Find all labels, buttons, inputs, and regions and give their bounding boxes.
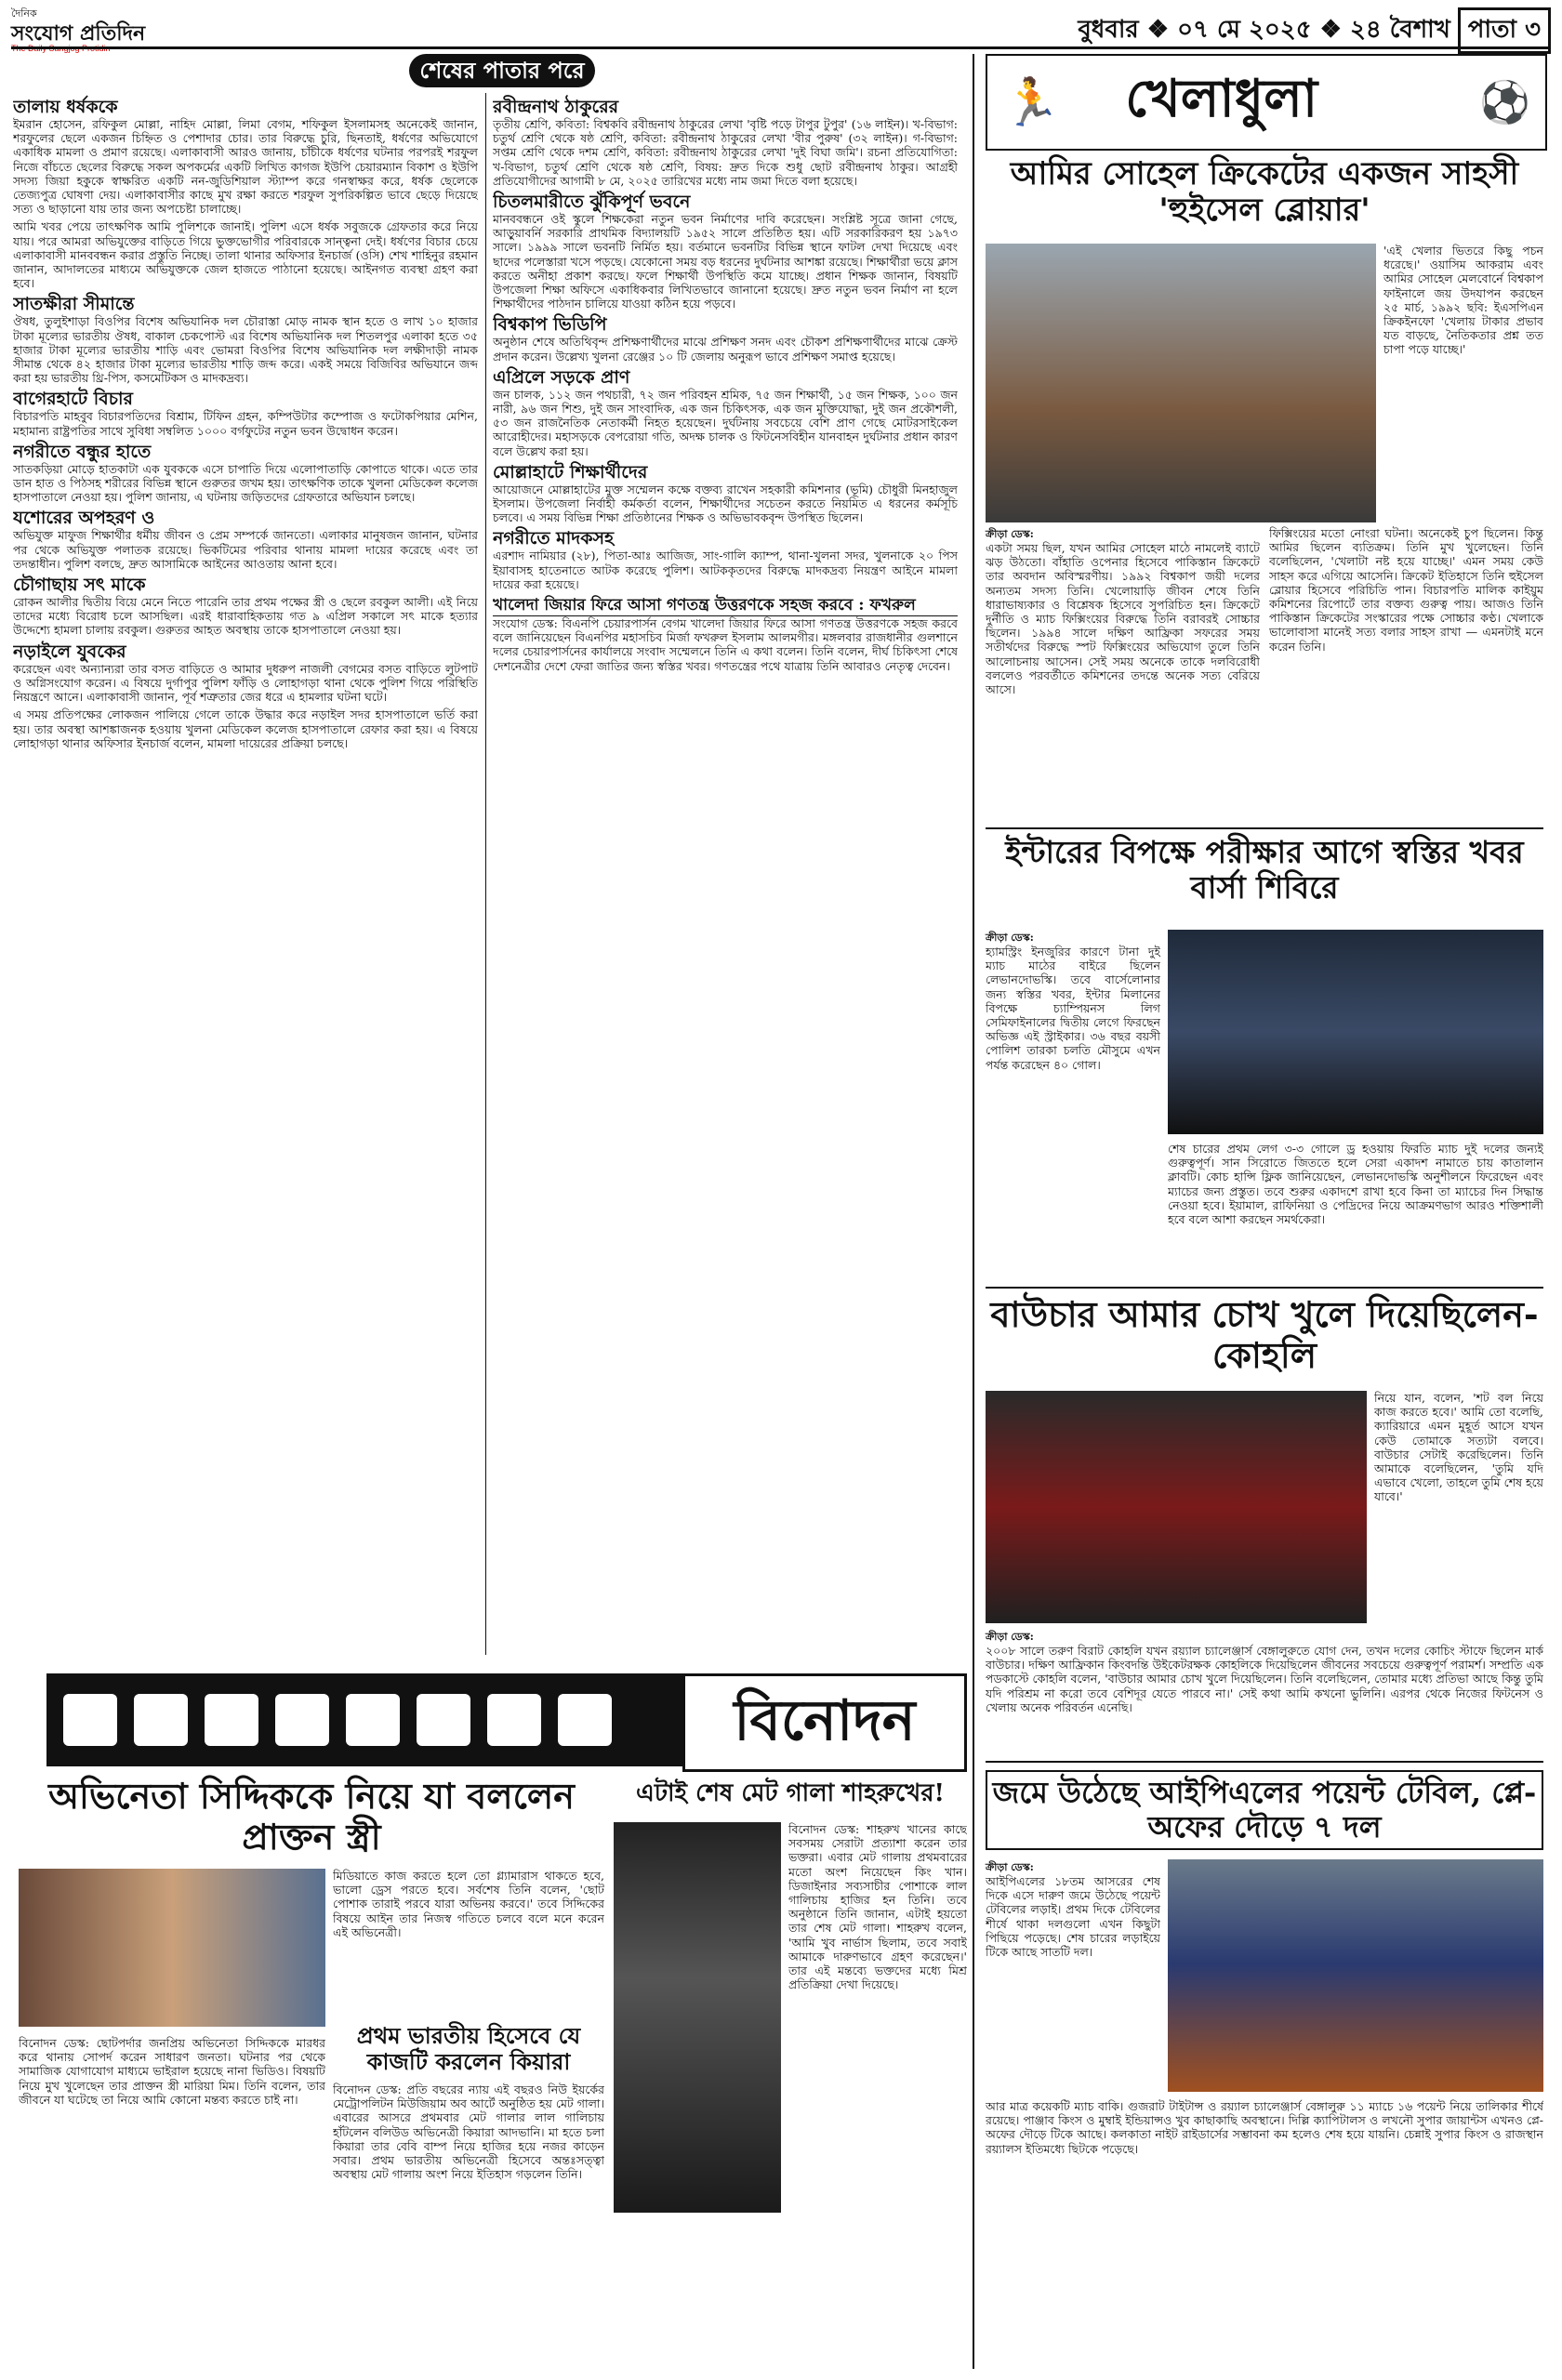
caption: ক্রীড়া ডেস্ক: bbox=[986, 528, 1034, 540]
paragraph: অভিযুক্ত মাফুজ শিক্ষার্থীর ধর্মীয় জীবন ও প্রেম সম্পর্কে জানতো। এলাকার মানুষজন জানান, ঘটনার পর থেকে অভিযুক্ত পলাতক রয়েছে। ভিকটিমের পরিবার থানায় মামলা দায়ের করেছে এবং তা তদন্তাধীন। পুলিশ বলছে, দ্রুত আসামিকে আইনের আওতায় আনা হবে। bbox=[13, 528, 478, 571]
article-text: আইপিএলের ১৮তম আসরের শেষ দিকে এসে দারুণ জমে উঠেছে পয়েন্ট টেবিলের লড়াই। প্রথম দিকে টেবিলের শীর্ষে থাকা দলগুলো এখন কিছুটা পিছিয়ে পড়েছে। শেষ চারের লড়াইয়ে টিকে আছে সাতটি দল। bbox=[986, 1874, 1160, 1960]
paragraph: এরশাদ নামিয়ার (২৮), পিতা-আঃ আজিজ, সাং-গালি ক্যাম্প, থানা-খুলনা সদর, খুলনাকে ২০ পিস ইয়াবাসহ হাতেনাতে আটক করেছে পুলিশ। আটককৃতদের বিরুদ্ধে মাদকদ্রব্য নিয়ন্ত্রণ আইনে মামলা দায়ের করা হয়েছে। bbox=[493, 549, 958, 591]
film-hole bbox=[134, 1694, 188, 1746]
headline: এটাই শেষ মেট গালা শাহরুখের! bbox=[636, 1779, 945, 1807]
masthead-rule bbox=[11, 46, 1551, 49]
section-pill: শেষের পাতার পরে bbox=[409, 54, 595, 87]
subhead: খালেদা জিয়ার ফিরে আসা গণতন্ত্র উত্তরণকে সহজ করবে : ফখরুল bbox=[493, 595, 958, 616]
film-hole bbox=[487, 1694, 541, 1746]
barcelona-photo bbox=[1168, 930, 1543, 1134]
subhead: বাগেরহাটে বিচার bbox=[13, 389, 133, 410]
caption: ক্রীড়া ডেস্ক: bbox=[986, 1861, 1034, 1873]
subhead: নগরীতে বন্ধুর হাতে bbox=[13, 441, 152, 462]
article-text: হ্যামস্ট্রিং ইনজুরির কারণে টানা দুই ম্যাচ মাঠের বাইরে ছিলেন লেভানদোভস্কি। তবে বার্সেলোনার জন্য স্বস্তির খবর, ইন্টার মিলানের বিপক্ষে চ্যাম্পিয়নস লিগ সেমিফাইনালের দ্বিতীয় লেগে ফিরছেন অভিজ্ঞ এই স্ট্রাইকার। ৩৬ বছর বয়সী পোলিশ তারকা চলতি মৌসুমে এখন পর্যন্ত করেছেন ৪০ গোল। bbox=[986, 945, 1160, 1072]
shahrukh-photo bbox=[614, 1822, 781, 2213]
newspaper-logo bbox=[11, 6, 188, 46]
headline: ইন্টারের বিপক্ষে পরীক্ষার আগে স্বস্তির খবর বার্সা শিবিরে bbox=[1005, 834, 1524, 906]
film-hole bbox=[558, 1694, 612, 1746]
headline: জমে উঠেছে আইপিএলের পয়েন্ট টেবিল, প্লে-অফের দৌড়ে ৭ দল bbox=[986, 1770, 1543, 1850]
runner-icon: 🏃 bbox=[1002, 74, 1061, 129]
column-divider bbox=[485, 93, 486, 1655]
article-text: ফিক্সিংয়ের মতো নোংরা ঘটনা। অনেকেই চুপ ছিলেন। কিন্তু আমির ছিলেন ব্যতিক্রম। তিনি মুখ খুলেছেন। তিনি বলেছিলেন, 'খেলাটা নষ্ট হয়ে যাচ্ছে।' এমন সময় কেউ সাহস করে এগিয়ে আসেনি। ক্রিকেট ইতিহাসে তিনি হুইসেল ব্লোয়ার হিসেবে পরিচিতি পান। বিচারপতি মালিক কাইয়ুম কমিশনের রিপোর্টে তার বক্তব্য গুরুত্ব পায়। আজও তিনি পাকিস্তান ক্রিকেটের সংস্কারের পক্ষে সোচ্চার কণ্ঠ। খেলাকে ভালোবাসা মানেই সত্য বলার সাহস রাখা — এমনটাই মনে করেন তিনি। bbox=[1269, 526, 1543, 654]
page-number: পাতা ৩ bbox=[1458, 7, 1551, 54]
amir-sohail-photo bbox=[986, 244, 1376, 522]
ipl-photo bbox=[1168, 1859, 1543, 2092]
logo-top: দৈনিক bbox=[11, 7, 37, 20]
headline: অভিনেতা সিদ্দিককে নিয়ে যা বললেন প্রাক্তন স্ত্রী bbox=[48, 1775, 575, 1858]
headline: বাউচার আমার চোখ খুলে দিয়েছিলেন- কোহলি bbox=[990, 1293, 1539, 1376]
film-hole bbox=[63, 1694, 117, 1746]
article-text: বিনোদন ডেস্ক: শাহরুখ খানের কাছে সবসময় সেরাটা প্রত্যাশা করেন তার ভক্তরা। এবার মেট গালায় প্রথমবারের মতো অংশ নিয়েছেন কিং খান। ডিজাইনার সব্যসাচীর পোশাকে লাল গালিচায় হাজির হন তিনি। তবে অনুষ্ঠানে তিনি জানান, এটাই হয়তো তার শেষ মেট গালা। শাহরুখ বলেন, 'আমি খুব নার্ভাস ছিলাম, তবে সবাই আমাকে দারুণভাবে গ্রহণ করেছেন।' তার এই মন্তব্যে ভক্তদের মধ্যে মিশ্র প্রতিক্রিয়া দেখা দিয়েছে। bbox=[788, 1822, 967, 1992]
sports-title: খেলাধুলা bbox=[1125, 68, 1318, 129]
article-text: আর মাত্র কয়েকটি ম্যাচ বাকি। গুজরাট টাইটান্স ও রয়্যাল চ্যালেঞ্জার্স বেঙ্গালুরু ১১ ম্যাচে ১৬ পয়েন্ট নিয়ে তালিকার শীর্ষে রয়েছে। পাঞ্জাব কিংস ও মুম্বাই ইন্ডিয়ান্সও খুব কাছাকাছি অবস্থানে। দিল্লি ক্যাপিটালস ও লখনৌ সুপার জায়ান্টস এখনও প্লে-অফের দৌড়ে টিকে আছে। কলকাতা নাইট রাইডার্সের সম্ভাবনা কম হলেও শেষ হয়ে যায়নি। চেন্নাই সুপার কিংস ও রাজস্থান রয়্যালস ইতিমধ্যে ছিটকে পড়েছে। bbox=[986, 2099, 1543, 2156]
subhead: নগরীতে মাদকসহ bbox=[493, 528, 615, 549]
paragraph: আয়োজনে মোল্লাহাটের মুক্ত সম্মেলন কক্ষে বক্তব্য রাখেন সহকারী কমিশনার (ভূমি) চৌধুরী মিনহাজুল ইসলাম। উপজেলা নির্বাহী কর্মকর্তা বলেন, শিক্ষার্থীদের সচেতন করতে নিয়মিত এ ধরনের কর্মসূচি চলবে। এ সময় বিভিন্ন শিক্ষা প্রতিষ্ঠানের শিক্ষক ও অভিভাবকবৃন্দ উপস্থিত ছিলেন। bbox=[493, 482, 958, 525]
caption: ক্রীড়া ডেস্ক: bbox=[986, 1631, 1034, 1643]
paragraph: ঔষধ, তুলুইশাড়া বিওপির বিশেষ অভিযানিক দল চৌরাস্তা মোড় নামক স্থান হতে ও লাখ ১০ হাজার টাকা মূল্যের ভারতীয় ঔষধ, বাকাল চেকপোস্ট এর বিশেষ অভিযানিক দল শিতলপুর এলাকা হতে ৩৫ হাজার টাকা মূল্যের ভারতীয় শাড়ি এবং ভোমরা বিওপির বিশেষ অভিযানিক দল লক্ষীদাড়ী নামক সীমান্ত থেকে ৪২ হাজার টাকা মূল্যের ভারতীয় শাড়ি জব্দ করে। একই সময়ে বিজিবির অভিযানে জব্দ করা হয় ভারতীয় থ্রি-পিস, কসমেটিকস ও মাদকদ্রব্য। bbox=[13, 314, 478, 386]
left-column-1 bbox=[13, 93, 478, 1655]
subhead: চিতলমারীতে ঝুঁকিপূর্ণ ভবনে bbox=[493, 192, 691, 213]
paragraph: করেছেন এবং অন্যান্যরা তার বসত বাড়িতে ও আমার দুধরুপ নাজলী বেগমের বসত বাড়িতে লুটপাট ও অগ্নিসংযোগ করেন। এ বিষয়ে দুর্গাপুর পুলিশ ফাঁড়ি ও লোহাগড়া থানা থেকে পুলিশ গিয়ে পরিস্থিতি নিয়ন্ত্রণে আনে। এলাকাবাসী জানান, পূর্ব শত্রুতার জের ধরে এ হামলার ঘটনা ঘটে। bbox=[13, 661, 478, 705]
paragraph: এ সময় প্রতিপক্ষের লোকজন পালিয়ে গেলে তাকে উদ্ধার করে নড়াইল সদর হাসপাতালে ভর্তি করা হয়। তার অবস্থা আশঙ্কাজনক হওয়ায় খুলনা মেডিকেল কলেজ হাসপাতালে রেফার করা হয়। এ বিষয়ে লোহাগড়া থানার অফিসার ইনচার্জ বলেন, মামলা দায়েরের প্রক্রিয়া চলছে। bbox=[13, 707, 478, 750]
article-text: শেষ চারের প্রথম লেগ ৩-৩ গোলে ড্র হওয়ায় ফিরতি ম্যাচ দুই দলের জন্যই গুরুত্বপূর্ণ। সান সিরোতে জিততে হলে সেরা একাদশ নামাতে চায় কাতালান ক্লাবটি। কোচ হান্সি ফ্লিক জানিয়েছেন, লেভানদোভস্কি অনুশীলনে ফিরেছেন এবং ম্যাচের জন্য প্রস্তুত। তবে শুরুর একাদশে রাখা হবে কিনা তা ম্যাচের দিন সিদ্ধান্ত নেওয়া হবে। ইয়ামাল, রাফিনিয়া ও পেদ্রিদের নিয়ে আক্রমণভাগ আরও শক্তিশালী হবে বলে আশা করছেন সমর্থকেরা। bbox=[1168, 1142, 1543, 1227]
page-divider bbox=[973, 54, 974, 2369]
paragraph: জন চালক, ১১২ জন পথচারী, ৭২ জন পরিবহন শ্রমিক, ৭৫ জন শিক্ষার্থী, ১৫ জন শিক্ষক, ১০০ জন নারী, ৯৬ জন শিশু, দুই জন সাংবাদিক, এক জন চিকিৎসক, এক জন মুক্তিযোদ্ধা, দুই জন প্রকৌশলী, ৫৩ জন রাজনৈতিক নেতাকর্মী নিহত হয়েছেন। দুর্ঘটনায় সবচেয়ে বেশি প্রাণ গেছে মোটরসাইকেল আরোহীদের। মহাসড়কে বেপরোয়া গতি, অদক্ষ চালক ও ফিটনেসবিহীন যানবাহন দুর্ঘটনার প্রধান কারণ বলে উল্লেখ করা হয়। bbox=[493, 387, 958, 458]
binodon-banner bbox=[46, 1673, 967, 1766]
caption: ক্রীড়া ডেস্ক: bbox=[986, 932, 1034, 944]
article-text: বিনোদন ডেস্ক: প্রতি বছরের ন্যায় এই বছরও নিউ ইয়র্কের মেট্রোপলিটন মিউজিয়াম অব আর্টে অনুষ্ঠিত হয় মেট গালা। এবারের আসরে প্রথমবার মেট গালার লাল গালিচায় হাঁটলেন বলিউড অভিনেত্রী কিয়ারা আদভানি। মা হতে চলা কিয়ারা তার বেবি বাম্প নিয়ে হাজির হয়ে নজর কাড়েন সবার। প্রথম ভারতীয় অভিনেত্রী হিসেবে অন্তঃসত্ত্বা অবস্থায় মেট গালায় অংশ নিয়ে ইতিহাস গড়লেন তিনি। bbox=[333, 2082, 604, 2182]
subhead: নড়াইলে যুবকের bbox=[13, 641, 126, 662]
film-hole bbox=[275, 1694, 329, 1746]
film-hole bbox=[417, 1694, 470, 1746]
left-column-2 bbox=[493, 93, 958, 1655]
binodon-label: বিনোদন bbox=[682, 1673, 967, 1772]
ball-icon: ⚽ bbox=[1479, 79, 1530, 126]
article-text: মিডিয়াতে কাজ করতে হলে তো গ্ল্যামারাস থাকতে হবে, ভালো ড্রেস পরতে হবে। সর্বশেষ তিনি বলেন, 'ছোট পোশাক তারাই পরবে যারা অভিনয় করবে।' তবে সিদ্দিকের বিষয়ে আইন তার নিজস্ব গতিতে চলবে বলে মনে করেন এই অভিনেত্রী। bbox=[333, 1869, 604, 1939]
article-text: ২০০৮ সালে তরুণ বিরাট কোহলি যখন রয়্যাল চ্যালেঞ্জার্স বেঙ্গালুরুতে যোগ দেন, তখন দলের কোচিং স্টাফে ছিলেন মার্ক বাউচার। দক্ষিণ আফ্রিকান কিংবদন্তি উইকেটরক্ষক কোহলিকে দিয়েছিলেন জীবনের সবচেয়ে গুরুত্বপূর্ণ পরামর্শ। সম্প্রতি এক পডকাস্টে কোহলি বলেন, 'বাউচার আমার চোখ খুলে দিয়েছিলেন। তিনি বলেছিলেন, তোমার মধ্যে প্রতিভা আছে কিন্তু তুমি যদি পরিশ্রম না করো তবে বেশিদূর যেতে পারবে না।' সেই কথা আমি কখনো ভুলিনি। এরপর থেকে নিজের ফিটনেস ও খেলায় অনেক পরিবর্তন এনেছি। bbox=[986, 1644, 1543, 1714]
kohli-photo bbox=[986, 1391, 1367, 1623]
subhead: মোল্লাহাটে শিক্ষার্থীদের bbox=[493, 461, 648, 483]
subhead: এপ্রিলে সড়কে প্রাণ bbox=[493, 366, 630, 388]
film-hole bbox=[346, 1694, 400, 1746]
paragraph: রোকন আলীর দ্বিতীয় বিয়ে মেনে নিতে পারেনি তার প্রথম পক্ষের স্ত্রী ও ছেলে রবকুল আলী। এই নিয়ে তাদের মধ্যে বিরোধ চলে আসছিল। এরই ধারাবাহিকতায় গত ৯ এপ্রিল সকালে সৎ মাকে হত্যার উদ্দেশ্যে হামলা চালায় রবকুল। গুরুতর আহত অবস্থায় তাকে হাসপাতালে নেওয়া হয়। bbox=[13, 595, 478, 638]
subhead: তালায় ধর্ষককে bbox=[13, 97, 118, 117]
logo-main: সংযোগ প্রতিদিন bbox=[11, 21, 146, 46]
paragraph: অনুষ্ঠান শেষে অতিথিবৃন্দ প্রশিক্ষণার্থীদের মাঝে প্রশিক্ষণ সনদ এবং চৌকশ প্রশিক্ষণার্থীদের মাঝে ক্রেস্ট প্রদান করেন। উল্লেখ্য খুলনা রেঞ্জের ১০ টি জেলায় অনুরূপ ভাবে প্রশিক্ষণ সমাপ্ত হয়েছে। bbox=[493, 335, 958, 364]
section-rule bbox=[986, 1761, 1543, 1763]
article-text: বিনোদন ডেস্ক: ছোটপর্দার জনপ্রিয় অভিনেতা সিদ্দিককে মারধর করে থানায় সোপর্দ করেন সাধারণ জনতা। ঘটনার পর থেকে সামাজিক যোগাযোগ মাধ্যমে ভাইরাল হয়েছে নানা ভিডিও। বিষয়টি নিয়ে মুখ খুলেছেন তার প্রাক্তন স্ত্রী মারিয়া মিম। তিনি বলেন, তার জীবনে যা ঘটেছে তা নিয়ে আমি কোনো মন্তব্য করতে চাই না। bbox=[19, 2036, 325, 2107]
headline: প্রথম ভারতীয় হিসেবে যে কাজটি করলেন কিয়ারা bbox=[356, 2022, 581, 2075]
paragraph: তৃতীয় শ্রেণি, কবিতা: বিশ্বকবি রবীন্দ্রনাথ ঠাকুরের লেখা 'বৃষ্টি পড়ে টাপুর টুপুর' (১৬ লাইন)। খ-বিভাগ: চতুর্থ শ্রেণি থেকে ষষ্ঠ শ্রেণি, কবিতা: রবীন্দ্রনাথ ঠাকুরের লেখা 'বীর পুরুষ' (৩২ লাইন)। গ-বিভাগ: সপ্তম শ্রেণি থেকে দশম শ্রেণি, কবিতা: রবীন্দ্রনাথ ঠাকুরের লেখা 'দুই বিঘা জমি'। রচনা প্রতিযোগিতা: খ-বিভাগ, চতুর্থ শ্রেণি থেকে ষষ্ঠ শ্রেণি, বিষয়: দ্রুত দিকে শুধু ছোট রবীন্দ্রনাথ ঠাকুর। আগ্রহী প্রতিযোগীদের আগামী ৮ মে, ২০২৫ তারিখের মধ্যে নাম জমা দিতে বলা হয়েছে। bbox=[493, 117, 958, 188]
subhead: রবীন্দ্রনাথ ঠাকুরের bbox=[493, 97, 619, 117]
film-hole bbox=[205, 1694, 258, 1746]
subhead: সাতক্ষীরা সীমান্তে bbox=[13, 294, 135, 315]
subhead: বিশ্বকাপ ভিডিপি bbox=[493, 314, 607, 336]
paragraph: সাতকড়িয়া মোড়ে হাতকাটা এক যুবককে এসে চাপাতি দিয়ে এলোপাতাড়ি কোপাতে থাকে। এতে তার ডান হাত ও পিঠসহ শরীরের বিভিন্ন স্থানে গুরুতর জখম হয়। তাৎক্ষণিক তাকে খুলনা মেডিকেল কলেজ হাসপাতালে নেওয়া হয়। পুলিশ জানায়, এ ঘটনায় জড়িতদের গ্রেফতারে অভিযান চলছে। bbox=[13, 461, 478, 505]
date-text: বুধবার ❖ ০৭ মে ২০২৫ ❖ ২৪ বৈশাখ bbox=[1078, 16, 1450, 44]
paragraph: আমি খবর পেয়ে তাৎক্ষণিক আমি পুলিশকে জানাই। পুলিশ এসে ধর্ষক সবুজকে গ্রেফতার করে নিয়ে যায়। পরে আমরা অভিযুক্তের বাড়িতে গিয়ে ভুক্তভোগীর পরিবারকে সান্ত্বনা দেই। ধর্ষণের বিচার চেয়ে এলাকাবাসী মানববন্ধন করার প্রস্তুতি নিচ্ছে। তালা থানার অফিসার ইনচার্জ (ওসি) শেখ শাহিনুর রহমান জানান, আদালতের মাধ্যমে অভিযুক্তকে জেল হাজতে পাঠানো হয়েছে। আইনগত ব্যবস্থা গ্রহণ করা হবে। bbox=[13, 219, 478, 291]
section-rule bbox=[986, 827, 1543, 829]
subhead: চৌগাছায় সৎ মাকে bbox=[13, 575, 146, 596]
paragraph: মানববন্ধনে ওই স্কুলে শিক্ষকেরা নতুন ভবন নির্মাণের দাবি করেছেন। সংশ্লিষ্ট সূত্রে জানা গেছে, আড়ুয়াবর্নি সরকারি প্রাথমিক বিদ্যালয়টি ১৯৫২ সালে প্রতিষ্ঠিত হয়। এটি সরকারিকরণ হয় ১৯৭৩ সালে। ১৯৯৯ সালে ভবনটি নির্মিত হয়। বর্তমানে ভবনটির বিভিন্ন স্থানে ফাটল দেখা দিয়েছে এবং ছাদের পলেস্তারা খসে পড়ছে। যেকোনো সময় বড় ধরনের দুর্ঘটনার আশঙ্কা রয়েছে। শিক্ষার্থীরা ভয়ে ক্লাস করতে অনীহা প্রকাশ করছে। ফলে শিক্ষার্থী উপস্থিতি কমে যাচ্ছে। প্রধান শিক্ষক জানান, বিষয়টি উপজেলা শিক্ষা অফিসে একাধিকবার লিখিতভাবে জানানো হয়েছে। দ্রুত নতুন ভবন নির্মাণ না হলে শিক্ষার্থীদের পাঠদান চালিয়ে যাওয়া কঠিন হয়ে পড়বে। bbox=[493, 212, 958, 311]
article-text: 'এই খেলার ভিতরে কিছু পচন ধরেছে।' ওয়াসিম আকরাম এবং আমির সোহেল মেলবোর্নে বিশ্বকাপ ফাইনালে জয় উদযাপন করছেন ২৫ মার্চ, ১৯৯২ ছবি: ইএসপিএন ক্রিকইনফো 'খেলায় টাকার প্রভাব যত বাড়ছে, নৈতিকতার প্রশ্ন তত চাপা পড়ে যাচ্ছে।' bbox=[1383, 244, 1543, 357]
paragraph: বিচারপতি মাহবুব বিচারপতিদের বিশ্রাম, টিফিন গ্রহন, কম্পিউটার কম্পোজ ও ফটোকপিয়ার মেশিন, মহামান্য রাষ্ট্রপতির সাথে সুবিধা সম্বলিত ১০০০ বর্গফুটের নতুন ভবন উদ্বোধন করেন। bbox=[13, 409, 478, 438]
sports-banner bbox=[986, 54, 1547, 151]
paragraph: সংযোগ ডেস্ক: বিএনপি চেয়ারপার্সন বেগম খালেদা জিয়ার ফিরে আসা গণতন্ত্র উত্তরণকে সহজ করবে বলে জানিয়েছেন বিএনপির মহাসচিব মির্জা ফখরুল ইসলাম আলমগীর। মঙ্গলবার রাজধানীর গুলশানে দলের চেয়ারপার্সনের কার্যালয়ে সংবাদ সম্মেলনে তিনি এ কথা বলেন। তিনি বলেন, দীর্ঘ চিকিৎসা শেষে দেশনেত্রীর দেশে ফেরা জাতির জন্য স্বস্তির খবর। গণতন্ত্রের পথে যাত্রায় তিনি আবারও নেতৃত্ব দেবেন। bbox=[493, 616, 958, 673]
subhead: যশোরের অপহরণ ও bbox=[13, 508, 155, 529]
paragraph: ইমরান হোসেন, রফিকুল মোল্লা, নাহিদ মোল্লা, লিমা বেগম, শফিকুল ইসলামসহ অনেকেই জানান, শরফুলের ছেলে একজন চিহ্নিত ও পেশাদার চোর। তার বিরুদ্ধে চুরি, ছিনতাই, ধর্ষণের অভিযোগে একাধিক মামলা ও প্রমাণ রয়েছে। এলাকাবাসী আরও জানায়, চাঁচীকে ধর্ষণের ঘটনার পরপরই শরফুল নিজে বাঁচতে ছেলের বিরুদ্ধে সকল অপকর্মের একটি লিখিত কাগজ ইউপি চেয়ারম্যান বিকাশ ও ইউপি সদস্য জিয়া হকুকে স্বাক্ষরিত একটি নন-জুডিশিয়াল স্ট্যাম্প করে গনস্বাক্ষর করে, ধর্ষক ছেলেকে তেজ্যপুত্র ঘোষণা দেয়। এলাকাবাসীর কাছে মুখ রক্ষা করতে শরফুল সুপরিকল্পিত ভাবে ছেড়ে দিয়েছে সত্য ও ছাড়ানো যায় তার জন্য অপচেষ্টা চালাচ্ছে। bbox=[13, 117, 478, 217]
headline: আমির সোহেল ক্রিকেটের একজন সাহসী 'হুইসেল ব্লোয়ার' bbox=[1010, 155, 1519, 230]
article-text: একটা সময় ছিল, যখন আমির সোহেল মাঠে নামলেই ব্যাটে ঝড় উঠতো। বাঁহাতি ওপেনার হিসেবে পাকিস্তান ক্রিকেটে তার অবদান অবিস্মরণীয়। ১৯৯২ বিশ্বকাপ জয়ী দলের অন্যতম সদস্য তিনি। খেলোয়াড়ি জীবন শেষে তিনি ধারাভাষ্যকার ও বিশ্লেষক হিসেবে সুপরিচিত হন। ক্রিকেটে দুর্নীতি ও ম্যাচ ফিক্সিংয়ের বিরুদ্ধে তিনি বরাবরই সোচ্চার ছিলেন। ১৯৯৪ সালে দক্ষিণ আফ্রিকা সফরের সময় সতীর্থদের বিরুদ্ধে স্পট ফিক্সিংয়ের অভিযোগ তুলে তিনি আলোচনায় আসেন। সেই সময় অনেকে তাকে দলবিরোধী বললেও পরবর্তীতে কমিশনের তদন্তে অনেক সত্য বেরিয়ে আসে। bbox=[986, 541, 1260, 697]
section-rule bbox=[986, 1287, 1543, 1289]
article-text: নিয়ে যান, বলেন, 'শট বল নিয়ে কাজ করতে হবে।' আমি তো বলেছি, ক্যারিয়ারে এমন মুহূর্ত আসে যখন কেউ তোমাকে সত্যটা বলবে। বাউচার সেটাই করেছিলেন। তিনি আমাকে বলেছিলেন, 'তুমি যদি এভাবে খেলো, তাহলে তুমি শেষ হয়ে যাবে।' bbox=[1374, 1391, 1543, 1504]
actor-photo bbox=[19, 1869, 325, 2027]
